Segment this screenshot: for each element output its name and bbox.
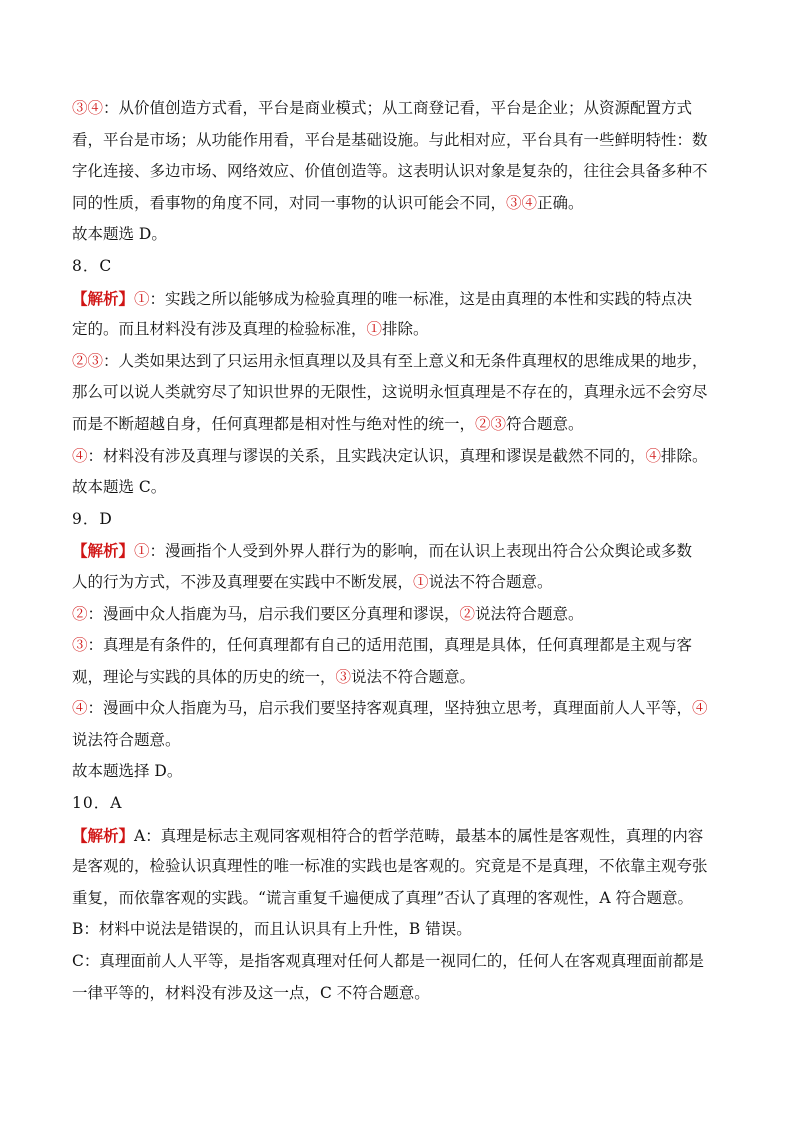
option-mark: ① [366,320,383,339]
line-tail: 说法符合题意。 [475,604,584,623]
option-mark: ③ [72,636,88,655]
option-mark: ③④ [506,193,538,212]
text-line: 是客观的，检验认识真理性的唯一标准的实践也是客观的。究竟是不是真理，不依靠主观夸张 [72,857,708,876]
line-text: ：材料没有涉及真理与谬误的关系，且实践决定认识，真理和谬误是截然不同的， [87,446,646,465]
answer-explanation-page [72,93,724,1009]
line-text: 而是不断超越自身，任何真理都是相对性与绝对性的统一， [72,414,476,433]
conclusion-line: 故本题选 D。 [72,225,167,244]
line-text: ：真理是有条件的，任何真理都有自己的适用范围，真理是具体，任何真理都是主观与客 [87,636,693,655]
line-tail: 排除。 [382,320,429,339]
line-tail: 排除。 [661,446,708,465]
text-line: 一律平等的，材料没有涉及这一点，C 不符合题意。 [72,983,430,1002]
option-mark: ④ [645,446,662,465]
analysis-tag: 【解析】 [72,541,135,561]
text-line [72,314,724,346]
option-mark: ① [134,289,150,308]
text-line [72,441,724,473]
text-line [72,630,724,662]
line-text: ：漫画中众人指鹿为马，启示我们要坚持客观真理，坚持独立思考，真理面前人人平等， [87,699,693,718]
text-line: 重复，而依靠客观的实践。“谎言重复千遍便成了真理”否认了真理的客观性，A 符合题意。 [72,888,693,907]
option-mark: ② [459,604,476,623]
option-mark: ② [72,604,88,623]
question-number: 10．A [72,794,123,813]
text-line [72,188,724,220]
analysis-line [72,535,724,567]
line-tail: 符合题意。 [506,414,584,433]
option-mark: ④ [692,699,708,718]
line-text: ：漫画中众人指鹿为马，启示我们要区分真理和谬误， [87,604,460,623]
option-mark: ④ [72,699,88,718]
analysis-tag: 【解析】 [72,288,135,308]
line-tail: 正确。 [537,193,584,212]
text-line: 那么可以说人类就穷尽了知识世界的无限性，这说明永恒真理是不存在的，真理永远不会穷尽 [72,383,708,402]
line-text: 人的行为方式，不涉及真理要在实践中不断发展， [72,572,414,591]
text-line [72,409,724,441]
line-text: 定的。而且材料没有涉及真理的检验标准， [72,320,367,339]
text-line [72,567,724,599]
line-text: 观，理论与实践的具体的历史的统一， [72,667,336,686]
question-number: 9．D [72,509,113,528]
analysis-line [72,820,724,852]
line-tail: 说法不符合题意。 [351,667,476,686]
question-number: 8．C [72,256,113,275]
line-text: ：从价值创造方式看，平台是商业模式；从工商登记看，平台是企业；从资源配置方式 [103,99,693,117]
option-mark: ③ [335,667,352,686]
text-line: 说法符合题意。 [72,730,181,749]
text-line [72,693,724,725]
option-mark: ②③ [475,414,507,433]
option-mark: ① [134,542,150,561]
line-text: 同的性质，看事物的角度不同，对同一事物的认识可能会不同， [72,193,507,212]
option-mark: ②③ [72,351,104,370]
text-line: 看，平台是市场；从功能作用看，平台是基础设施。与此相对应，平台具有一些鲜明特性：数 [72,130,708,149]
text-line: B：材料中说法是错误的，而且认识具有上升性，B 错误。 [72,920,472,939]
option-mark: ③④ [72,99,104,117]
option-mark: ① [413,572,429,591]
text-line: C：真理面前人人平等，是指客观真理对任何人都是一视同仁的，任何人在客观真理面前都是 [72,952,704,971]
line-text: ：人类如果达到了只运用永恒真理以及具有至上意义和无条件真理权的思维成果的地步， [103,351,708,370]
text-line [72,93,724,125]
line-tail: 说法不符合题意。 [428,572,553,591]
line-text: A：真理是标志主观同客观相符合的哲学范畴，最基本的属性是客观性，真理的内容 [134,826,704,845]
analysis-tag: 【解析】 [72,825,135,845]
text-line [72,346,724,378]
text-line [72,662,724,694]
option-mark: ④ [72,446,88,465]
text-line: 字化连接、多边市场、网络效应、价值创造等。这表明认识对象是复杂的，往往会具备多种不 [72,162,708,181]
analysis-line [72,283,724,315]
line-text: ：漫画指个人受到外界人群行为的影响，而在认识上表现出符合公众舆论或多数 [149,542,693,561]
text-line [72,599,724,631]
conclusion-line: 故本题选 C。 [72,478,167,497]
line-text: ：实践之所以能够成为检验真理的唯一标准，这是由真理的本性和实践的特点决 [149,289,693,308]
conclusion-line: 故本题选择 D。 [72,762,183,781]
